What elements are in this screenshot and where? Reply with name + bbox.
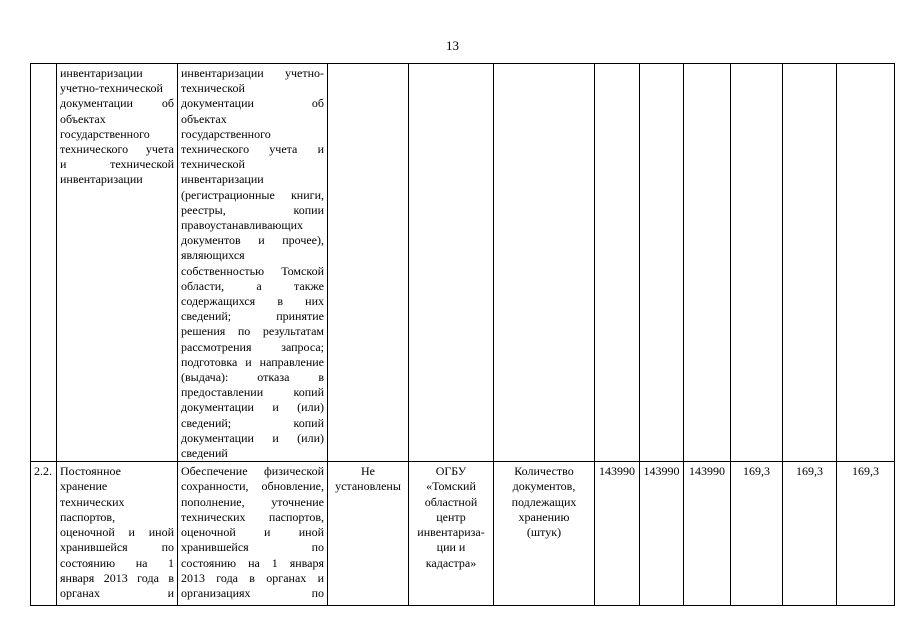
text-line: состоянию на 1 января <box>181 555 324 570</box>
text-line: подлежащих <box>511 494 577 509</box>
cost-cell: 169,3 <box>837 462 895 606</box>
text-line: Не <box>361 464 375 479</box>
volume-cell <box>684 64 731 462</box>
text-line: рассмотрения запроса; <box>181 339 324 354</box>
volume-cell: 143990 <box>595 462 640 606</box>
volume-cell: 143990 <box>684 462 731 606</box>
row-number-cell <box>31 64 57 462</box>
text-line: документов, <box>512 479 576 494</box>
service-content-cell <box>178 462 328 606</box>
text-line: хранению <box>518 509 570 524</box>
text-line: хранение <box>60 479 108 494</box>
volume-cell <box>640 64 684 462</box>
requirements-cell <box>328 64 409 462</box>
page-number: 13 <box>446 38 459 53</box>
text-line: кадастра» <box>425 555 477 570</box>
text-line: хранившейся по <box>181 540 324 555</box>
table-row <box>31 64 895 462</box>
text-line: объектах <box>60 111 106 126</box>
text-line: органах и <box>60 585 174 600</box>
text-line: документации об <box>60 96 174 111</box>
text-line: ции и <box>436 540 466 555</box>
indicator-cell <box>494 64 595 462</box>
text-line: государственного <box>181 126 271 141</box>
cost-cell: 169,3 <box>783 462 837 606</box>
text-line: являющихся <box>181 248 245 263</box>
text-line: технических <box>60 494 125 509</box>
text-line: пополнение, уточнение <box>181 494 324 509</box>
text-line: оценочной и иной <box>181 525 324 540</box>
table-row <box>31 462 895 606</box>
text-line: содержащихся в них <box>181 294 324 309</box>
text-line: подготовка и направление <box>181 354 324 369</box>
text-line: учетно-технической <box>60 81 163 96</box>
text-line: инвентаризации <box>60 66 143 80</box>
cost-cell: 169,3 <box>731 462 783 606</box>
text-line: собственностью Томской <box>181 263 324 278</box>
text-line: организациях по <box>181 585 324 600</box>
text-line: и технической <box>60 157 174 172</box>
text-line: документации и (или) <box>181 400 324 415</box>
text-line: паспортов, <box>60 509 116 524</box>
service-name-cell <box>57 462 178 606</box>
requirements-cell <box>328 462 409 606</box>
volume-cell <box>595 64 640 462</box>
text-line: документов и прочее), <box>181 233 324 248</box>
text-line: технической <box>181 157 245 172</box>
text-line: ОГБУ <box>435 464 467 479</box>
text-line: хранившейся по <box>60 540 174 555</box>
service-name-cell <box>57 64 178 462</box>
text-line: сохранности, обновление, <box>181 479 324 494</box>
text-line: технического учета <box>60 142 174 157</box>
services-table <box>30 63 895 606</box>
text-line: Обеспечение физической <box>181 464 324 479</box>
service-content-cell <box>178 64 328 462</box>
text-line: документации об <box>181 96 324 111</box>
text-line: центр <box>436 509 466 524</box>
text-line: инвентаризации <box>60 172 143 187</box>
text-line: инвентаризации <box>181 172 264 187</box>
text-line: 2013 года в органах и <box>181 570 324 585</box>
text-line: сведений; принятие <box>181 309 324 324</box>
text-line: технической <box>181 81 245 96</box>
volume-cell: 143990 <box>640 462 684 606</box>
text-line: Количество <box>514 464 574 479</box>
cost-cell <box>783 64 837 462</box>
text-line: (выдача): отказа в <box>181 370 324 385</box>
text-line: сведений; копий <box>181 415 324 430</box>
text-line: предоставлении копий <box>181 385 324 400</box>
cost-cell <box>731 64 783 462</box>
text-line: (регистрационные книги, <box>181 187 324 202</box>
text-line: инвентаризации учетно- <box>181 66 324 80</box>
indicator-cell <box>494 462 595 606</box>
text-line: государственного <box>60 126 150 141</box>
text-line: установлены <box>335 479 401 494</box>
text-line: технических паспортов, <box>181 509 324 524</box>
text-line: (штук) <box>526 525 562 540</box>
text-line: инвентариза- <box>417 525 485 540</box>
text-line: оценочной и иной <box>60 525 174 540</box>
text-line: области, а также <box>181 278 324 293</box>
text-line: технического учета и <box>181 142 324 157</box>
cost-cell <box>837 64 895 462</box>
text-line: реестры, копии <box>181 202 324 217</box>
text-line: Постоянное <box>60 464 121 479</box>
text-line: состоянию на 1 <box>60 555 174 570</box>
text-line: решения по результатам <box>181 324 324 339</box>
text-line: документации и (или) <box>181 430 324 445</box>
text-line: правоустанавливающих <box>181 218 304 233</box>
text-line: областной <box>424 494 478 509</box>
text-line: января 2013 года в <box>60 570 174 585</box>
text-line: объектах <box>181 111 227 126</box>
text-line: сведений <box>181 446 228 461</box>
text-line: «Томский <box>426 479 476 494</box>
institution-cell <box>409 64 494 462</box>
row-number-cell: 2.2. <box>31 462 57 606</box>
institution-cell <box>409 462 494 606</box>
